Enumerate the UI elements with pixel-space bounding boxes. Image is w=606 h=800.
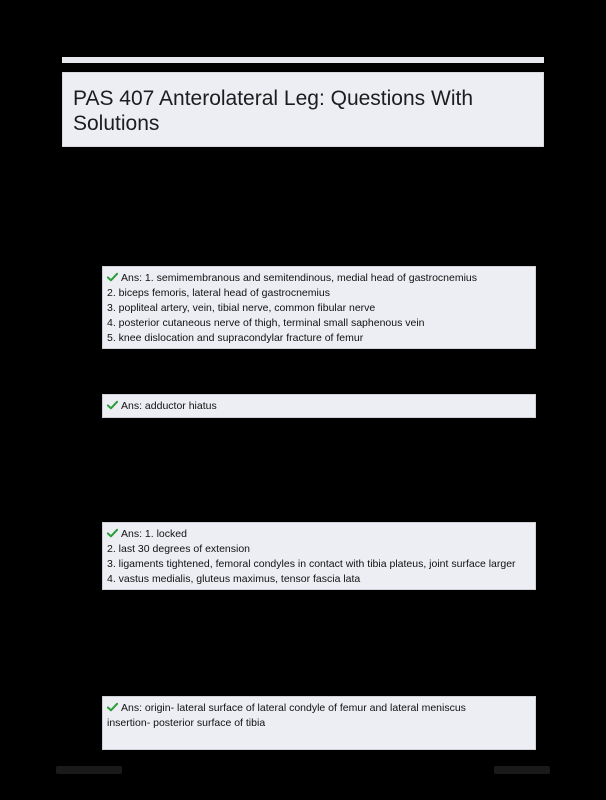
answer-text: Ans: origin- lateral surface of lateral condyle of femur and lateral meniscus — [121, 702, 466, 714]
answer-text: Ans: adductor hiatus — [121, 400, 217, 412]
answer-line: 3. ligaments tightened, femoral condyles in contact with tibia plateus, joint surface larger — [107, 558, 516, 570]
answer-line — [107, 271, 531, 286]
answer-line: 4. posterior cutaneous nerve of thigh, terminal small saphenous vein — [107, 317, 425, 329]
answer-line: insertion- posterior surface of tibia — [107, 717, 266, 729]
answer-line: 2. biceps femoris, lateral head of gastrocnemius — [107, 287, 330, 299]
answer-line: 2. last 30 degrees of extension — [107, 543, 251, 555]
answer-line — [107, 701, 531, 716]
answer-line: 5. knee dislocation and supracondylar fracture of femur — [107, 332, 364, 344]
answer-box-2 — [102, 394, 536, 418]
check-icon — [107, 702, 118, 712]
answer-line: 3. popliteal artery, vein, tibial nerve, common fibular nerve — [107, 302, 376, 314]
footer-page-number — [494, 766, 550, 774]
answer-line — [107, 399, 531, 414]
answer-line: 4. vastus medialis, gluteus maximus, tensor fascia lata — [107, 573, 361, 585]
answer-box-3 — [102, 522, 536, 590]
check-icon — [107, 400, 118, 410]
answer-box-4 — [102, 696, 536, 750]
check-icon — [107, 272, 118, 282]
footer-watermark-left — [56, 766, 122, 774]
page-title: PAS 407 Anterolateral Leg: Questions With Solutions — [73, 87, 474, 135]
answer-text: Ans: 1. locked — [121, 528, 187, 540]
answer-line — [107, 527, 531, 542]
top-rule — [62, 57, 544, 63]
check-icon — [107, 528, 118, 538]
answer-box-1 — [102, 266, 536, 349]
answer-text: Ans: 1. semimembranous and semitendinous, medial head of gastrocnemius — [121, 272, 478, 284]
title-box — [62, 72, 544, 147]
